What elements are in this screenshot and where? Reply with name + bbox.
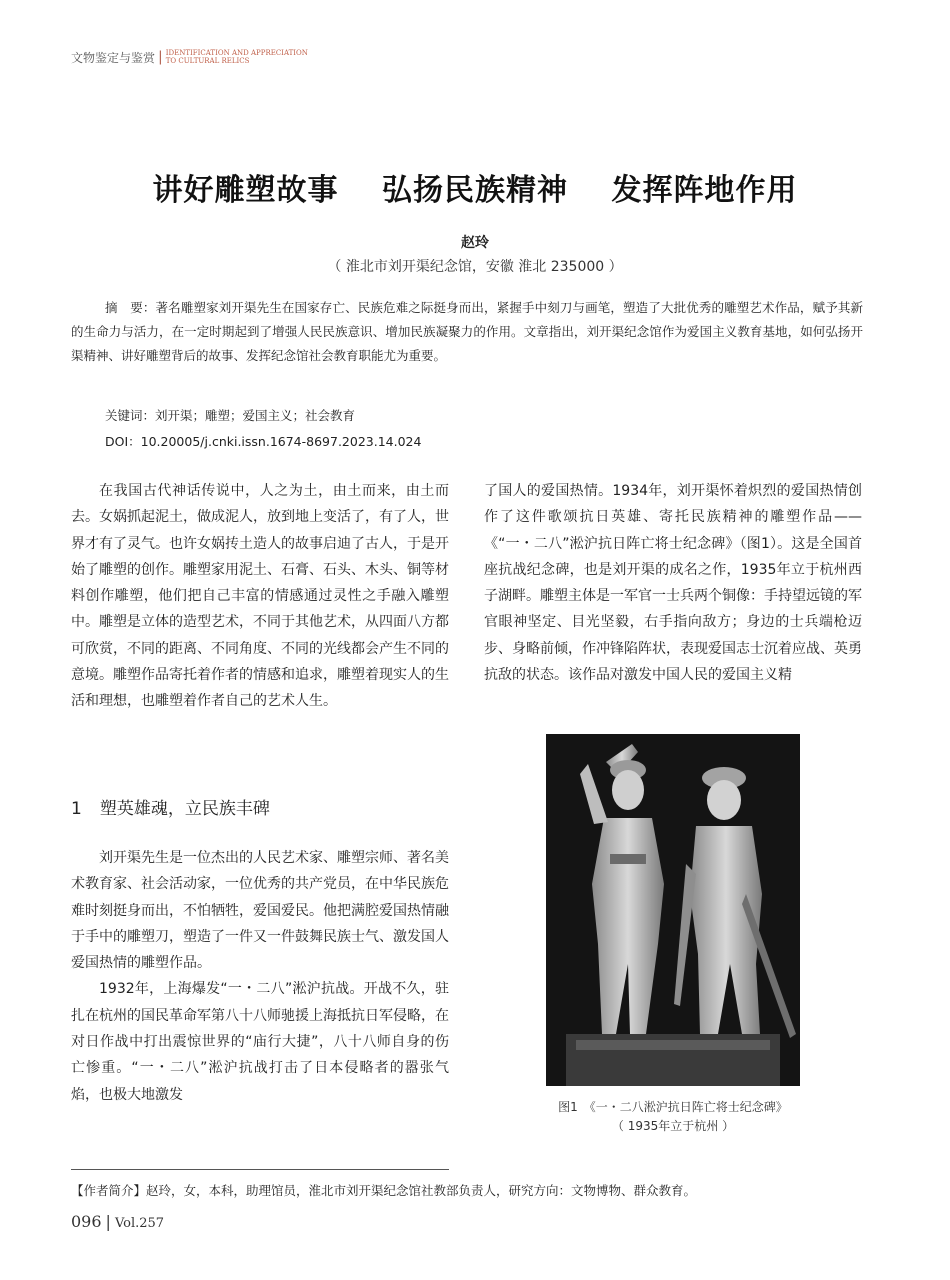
- volume-number: Vol.257: [114, 1216, 165, 1231]
- paragraph-2: 刘开渠先生是一位杰出的人民艺术家、雕塑宗师、著名美术教育家、社会活动家，一位优秀的共产党员，在中华民族危难时刻挺身而出，不怕牺牲，爱国爱民。他把满腔爱国热情融于手中的雕塑刀，塑造了一件又一件鼓舞民族士气、激发国人爱国热情的雕塑作品。: [71, 850, 449, 972]
- body-intro: [71, 478, 449, 715]
- paragraph-3: 1932年，上海爆发“一・二八”淞沪抗战。开战不久，驻扎在杭州的国民革命军第八十八师驰援上海抵抗日军侵略，在对日作战中打出震惊世界的“庙行大捷”，八十八师自身的伤亡惨重。“一・二八”淞沪抗战打击了日本侵略者的嚣张气焰，也极大地激发: [71, 981, 449, 1103]
- section-number: 1: [71, 799, 82, 819]
- journal-header: [71, 46, 308, 68]
- section-heading: [71, 794, 270, 819]
- header-divider: |: [158, 49, 163, 65]
- title-part-3: 发挥阵地作用: [611, 173, 798, 208]
- sculpture-illustration: [546, 734, 800, 1086]
- journal-name-en-line1: IDENTIFICATION AND APPRECIATION: [165, 49, 308, 57]
- body-section-1: [71, 845, 449, 1108]
- footer-divider: |: [105, 1212, 111, 1231]
- journal-name-cn: 文物鉴定与鉴赏: [71, 50, 156, 65]
- section-title: 塑英雄魂，立民族丰碑: [99, 799, 270, 819]
- keywords: 关键词：刘开渠；雕塑；爱国主义；社会教育: [105, 408, 356, 423]
- author-name: 赵玲: [461, 235, 489, 251]
- sculpture-photo: [546, 734, 800, 1086]
- author-bio-footnote: 【作者简介】赵玲，女，本科，助理馆员，淮北市刘开渠纪念馆社教部负责人，研究方向：文物博物、群众教育。: [71, 1183, 697, 1198]
- footnote-divider: [71, 1169, 449, 1170]
- title-part-1: 讲好雕塑故事: [152, 173, 339, 208]
- abstract: [71, 296, 863, 368]
- caption-line-2: （ 1935年立于杭州 ）: [611, 1119, 735, 1133]
- article-title: [0, 165, 950, 209]
- intro-paragraph: 在我国古代神话传说中，人之为土，由土而来，由土而去。女娲抓起泥土，做成泥人，放到地上变活了，有了人，世界才有了灵气。也许女娲抟土造人的故事启迪了古人，于是开始了雕塑的创作。雕塑家用泥土、石膏、石头、木头、铜等材料创作雕塑，他们把自己丰富的情感通过灵性之手融入雕塑中。雕塑是立体的造型艺术，不同于其他艺术，从四面八方都可欣赏，不同的距离、不同角度、不同的光线都会产生不同的意境。雕塑作品寄托着作者的情感和追求，雕塑着现实人的生活和理想，也雕塑着作者自己的艺术人生。: [71, 483, 449, 710]
- doi: DOI：10.20005/j.cnki.issn.1674-8697.2023.14.024: [105, 434, 422, 449]
- author-affiliation: （ 淮北市刘开渠纪念馆，安徽 淮北 235000 ）: [327, 259, 623, 275]
- caption-line-1: 图1 《一・二八淞沪抗日阵亡将士纪念碑》: [558, 1100, 788, 1114]
- page-number: 096: [71, 1212, 102, 1231]
- paragraph-3-continued: 了国人的爱国热情。1934年，刘开渠怀着炽烈的爱国热情创作了这件歌颂抗日英雄、寄托民族精神的雕塑作品——《“一・二八”淞沪抗日阵亡将士纪念碑》（图1）。这是全国首座抗战纪念碑，也是刘开渠的成名之作，1935年立于杭州西子湖畔。雕塑主体是一军官一士兵两个铜像：手持望远镜的军官眼神坚定、目光坚毅，右手指向敌方；身边的士兵端枪迈步、身略前倾，作冲锋陷阵状，表现爱国志士沉着应战、英勇抗敌的状态。该作品对激发中国人民的爱国主义精: [484, 483, 862, 684]
- journal-name-en-line2: TO CULTURAL RELICS: [165, 57, 250, 65]
- figure-caption: [484, 1098, 862, 1136]
- abstract-text: 著名雕塑家刘开渠先生在国家存亡、民族危难之际挺身而出，紧握手中刻刀与画笔，塑造了大批优秀的雕塑艺术作品，赋予其新的生命力与活力，在一定时期起到了增强人民民族意识、增加民族凝聚力的作用。文章指出，刘开渠纪念馆作为爱国主义教育基地，如何弘扬开渠精神、讲好雕塑背后的故事、发挥纪念馆社会教育职能尤为重要。: [71, 300, 863, 363]
- journal-name-en: [166, 49, 308, 65]
- title-part-2: 弘扬民族精神: [382, 173, 568, 208]
- page-footer: [71, 1212, 164, 1231]
- body-right-column: [484, 478, 862, 688]
- abstract-label: 摘 要：: [105, 300, 156, 315]
